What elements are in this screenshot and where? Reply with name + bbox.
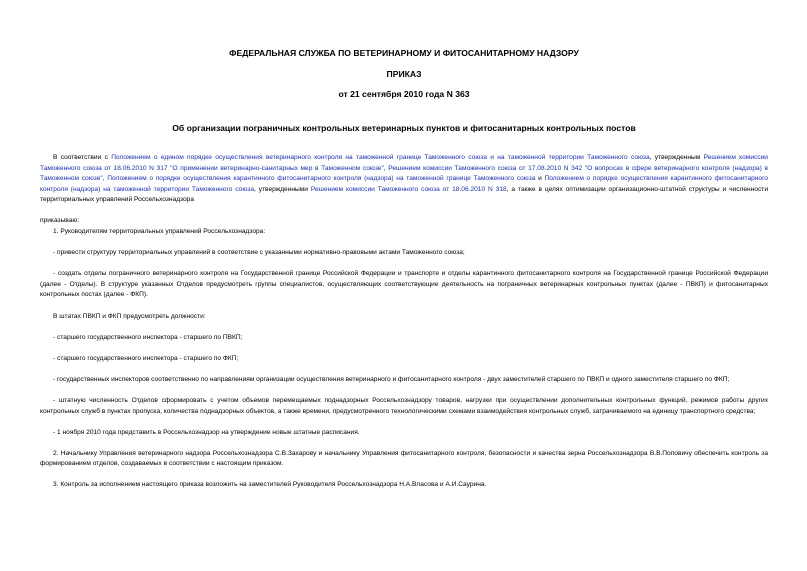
doc-subject: Об организации пограничных контрольных ветеринарных пунктов и фитосанитарных контрольных постов xyxy=(172,123,636,133)
preamble-text: , а также в целях оптимизации организационно-штатной структуры и численности территориальных управлений Россельхознадзора xyxy=(40,185,769,204)
preamble-text: и xyxy=(535,175,545,183)
preamble-text: , утвержденными xyxy=(253,185,311,193)
link-vet-control-regulation[interactable]: Положением о едином порядке осуществления ветеринарного контроля на таможенной границе Таможенного союза и на таможенной территории Таможенного союза xyxy=(111,154,650,161)
item-2: 2. Начальнику Управления ветеринарного надзора Россельхознадзора С.В.Захарову и начальнику Управления фитосанитарного контроля, безопасности и качества зерна Россельхознадзора В.В.Поповичу обеспечить контроль за формированием отделов, создаваемых в соответствии с настоящим приказом. xyxy=(40,449,768,468)
item-1-a: - привести структуру территориальных управлений в соответствие с указанными нормативно-правовыми актами Таможенного союза; xyxy=(53,249,465,257)
item-1: 1. Руководителям территориальных управлений Россельхознадзора: xyxy=(53,228,266,236)
item-1-c: В штатах ПВКП и ФКП предусмотреть должности: xyxy=(53,312,206,320)
link-decision-317[interactable]: Решением комиссии Таможенного союза от 18.06.2010 N 317 "О применении ветеринарно-санитарных мер в Таможенном союзе" xyxy=(40,154,768,172)
preamble-text: В соответствии с xyxy=(53,154,112,161)
doc-date-number: от 21 сентября 2010 года N 363 xyxy=(338,89,470,99)
link-decision-342[interactable]: Решением комиссии Таможенного союза от 17.08.2010 N 342 "О вопросах в сфере ветеринарного контроля (надзора) в Таможенном союзе" xyxy=(40,164,768,183)
document-page xyxy=(40,0,768,571)
item-1-e: - старшего государственного инспектора - старшего по ФКП; xyxy=(53,354,239,362)
link-phyto-border-regulation[interactable]: Положением о порядке осуществления карантинного фитосанитарного контроля (надзора) на таможенной границе Таможенного союза xyxy=(107,175,536,183)
document-body xyxy=(40,153,768,491)
link-decision-318[interactable]: Решением комиссии Таможенного союза от 18.06.2010 N 318 xyxy=(310,185,507,193)
link-phyto-territory-regulation[interactable]: Положением о порядке осуществления карантинного фитосанитарного контроля (надзора) на таможенной территории Таможенного союза xyxy=(40,175,769,193)
item-1-h: - 1 ноября 2010 года представить в Россельхознадзор на утверждение новые штатные расписания. xyxy=(53,428,360,436)
preamble-text: , xyxy=(383,164,389,172)
agency-title: ФЕДЕРАЛЬНАЯ СЛУЖБА ПО ВЕТЕРИНАРНОМУ И ФИТОСАНИТАРНОМУ НАДЗОРУ xyxy=(229,48,579,58)
item-1-d: - старшего государственного инспектора - старшего по ПВКП; xyxy=(53,333,243,341)
preamble-text: , утвержденным xyxy=(649,154,704,161)
doc-type: ПРИКАЗ xyxy=(386,69,422,79)
preamble-text: , xyxy=(102,175,108,183)
item-3: 3. Контроль за исполнением настоящего приказа возложить на заместителей Руководителя Россельхознадзора Н.А.Власова и А.И.Саурина. xyxy=(53,481,487,489)
order-word: приказываю: xyxy=(40,217,80,225)
item-1-f: - государственных инспекторов соответственно по направлениям организации осуществления ветеринарного и фитосанитарного контроля - двух заместителей старшего по ПВКП и одного заместителя старшего по ФКП; xyxy=(53,375,730,383)
preamble-paragraph xyxy=(40,153,768,206)
item-1-g: - штатную численность Отделов сформировать с учетом объемов перемещаемых поднадзорных Россельхознадзору товаров, нагрузки при осуществлении дополнительных контрольных функций, режимов работы других контрольных служб в пунктах пропуска, количества поднадзорных объектов, а также времени, предусмотренного технологическими схемами взаимодействия контрольных служб, затрачиваемого на единицу транспортного средства; xyxy=(40,396,768,415)
item-1-b: - создать отделы пограничного ветеринарного контроля на Государственной границе Российской Федерации и транспорте и отделы карантинного фитосанитарного контроля на Государственной границе Российской Федерации (далее - Отделы). В структуре указанных Отделов предусмотреть группы специалистов, осуществляющих соответствующие деятельность на пограничных ветеринарных контрольных пунктах (далее - ПВКП) и фитосанитарных контрольных постах (далее - ФКП). xyxy=(40,270,768,299)
